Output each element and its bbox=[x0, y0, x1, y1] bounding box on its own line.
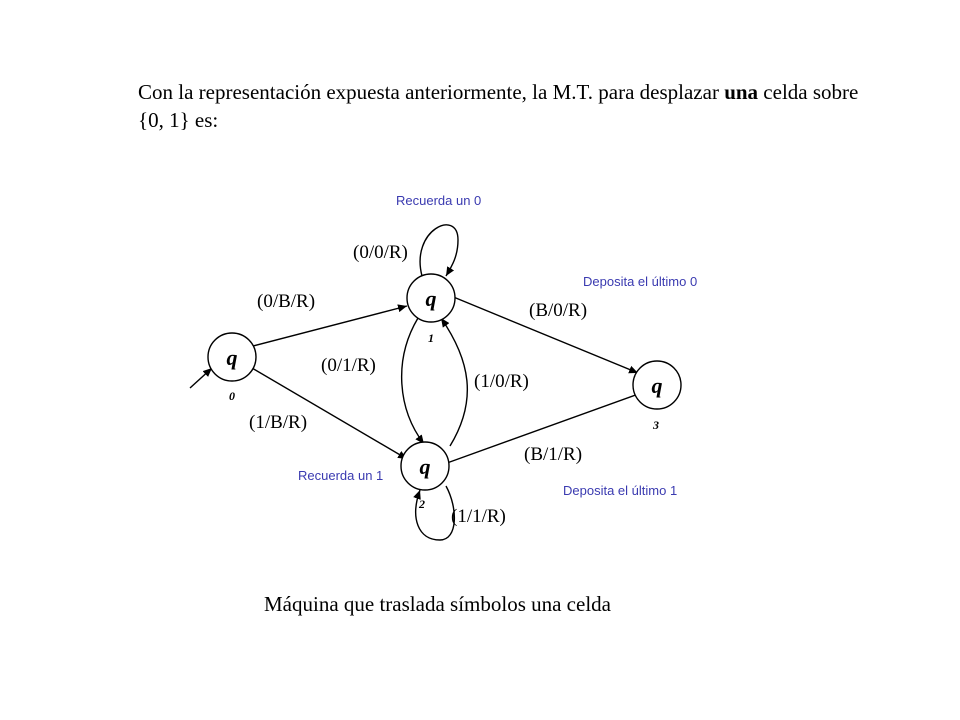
diagram-caption: Máquina que traslada símbolos una celda bbox=[264, 592, 611, 616]
label-q1-q2: (0/1/R) bbox=[321, 355, 376, 376]
state-q3-subscript: 3 bbox=[653, 418, 659, 432]
note-remember-1: Recuerda un 1 bbox=[298, 468, 384, 483]
label-q1-q3: (B/0/R) bbox=[529, 300, 588, 321]
state-q2-subscript: 2 bbox=[419, 497, 425, 511]
note-remember-0: Recuerda un 0 bbox=[396, 193, 482, 208]
note-deposit-0: Deposita el último 0 bbox=[583, 274, 698, 289]
edge-q2-q1 bbox=[441, 318, 467, 446]
edge-start bbox=[190, 368, 212, 388]
intro-text-bold: una bbox=[724, 80, 759, 104]
state-q3 bbox=[633, 361, 681, 432]
state-q1-subscript: 1 bbox=[428, 331, 434, 345]
note-deposit-1: Deposita el último 1 bbox=[563, 483, 678, 498]
label-q2-q3: (B/1/R) bbox=[524, 444, 583, 465]
intro-text-end: celda sobre {0, 1} es: bbox=[138, 80, 859, 132]
state-q2-name: q bbox=[419, 454, 431, 479]
state-q1 bbox=[407, 274, 455, 345]
state-q1-name: q bbox=[425, 286, 437, 311]
state-q0-name: q bbox=[226, 345, 238, 370]
edge-q1-q2 bbox=[402, 318, 424, 444]
label-q2-loop: (1/1/R) bbox=[451, 506, 506, 527]
state-q3-name: q bbox=[651, 373, 663, 398]
edge-q0-q1 bbox=[253, 306, 407, 346]
label-q0-q1: (0/B/R) bbox=[257, 291, 316, 312]
label-q1-loop: (0/0/R) bbox=[353, 242, 408, 263]
intro-text-start: Con la representación expuesta anteriormente, la M.T. para desplazar bbox=[138, 80, 725, 104]
label-q2-q1: (1/0/R) bbox=[474, 371, 529, 392]
label-q0-q2: (1/B/R) bbox=[249, 412, 308, 433]
edge-q1-loop bbox=[420, 225, 458, 276]
state-q0-subscript: 0 bbox=[229, 389, 235, 403]
state-q2 bbox=[401, 442, 449, 511]
state-q0 bbox=[208, 333, 256, 403]
edge-q2-loop bbox=[416, 486, 455, 540]
